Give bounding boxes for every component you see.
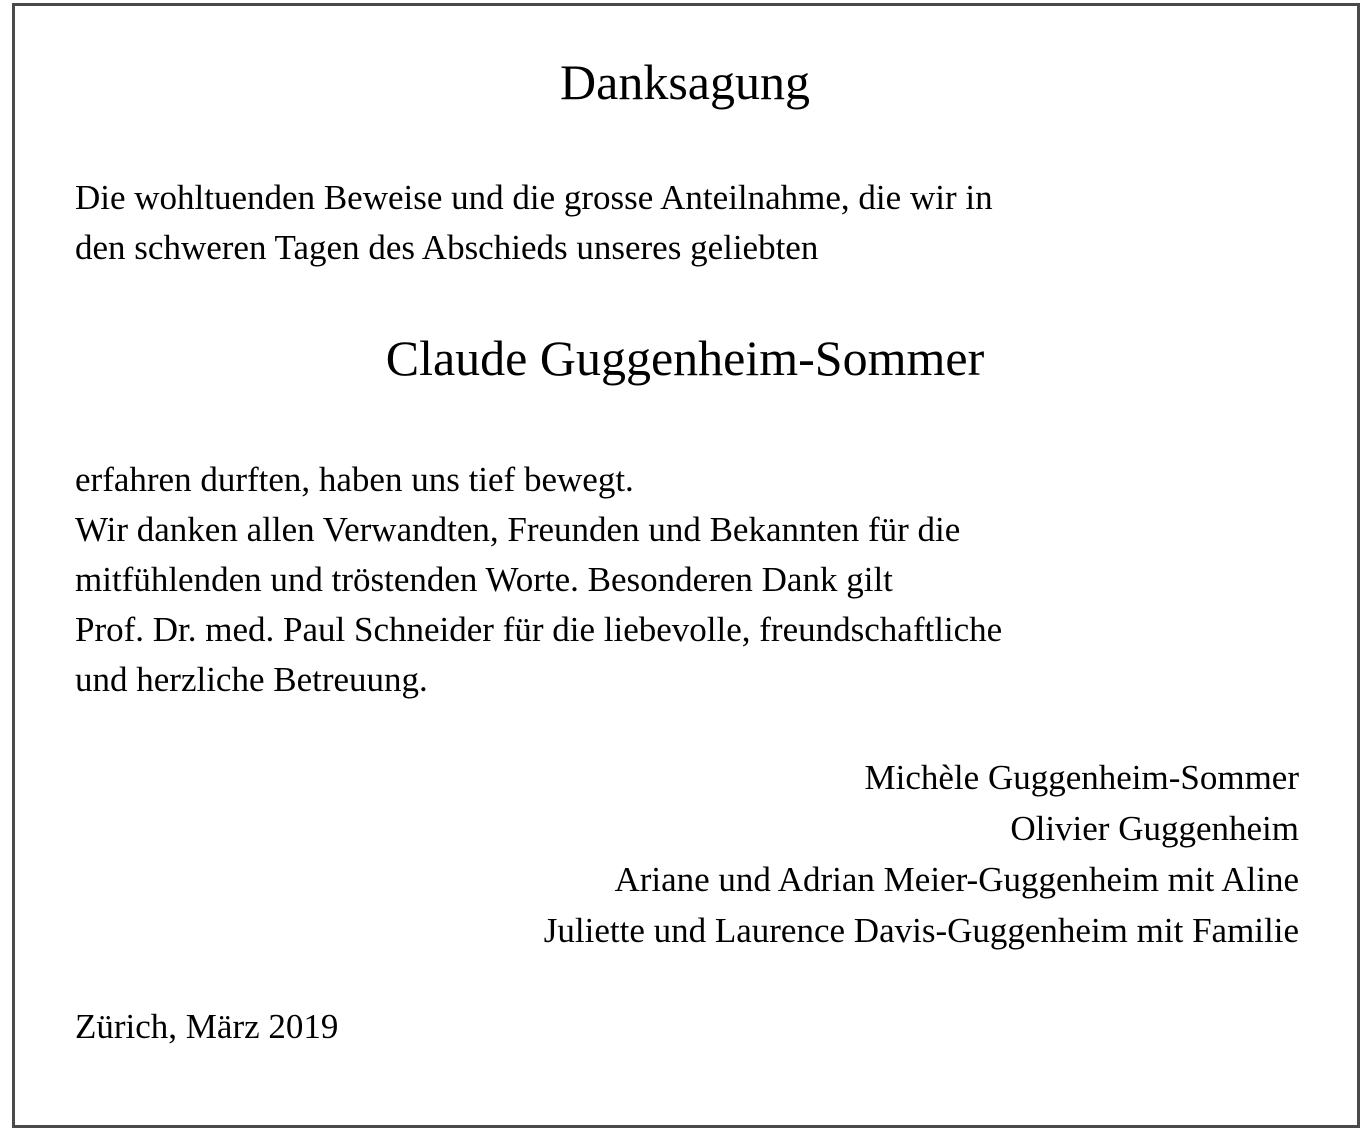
signature-line: Olivier Guggenheim xyxy=(1010,809,1299,848)
intro-paragraph xyxy=(75,173,993,273)
signature-line: Michèle Guggenheim-Sommer xyxy=(864,758,1299,797)
intro-line: Die wohltuenden Beweise und die grosse Anteilnahme, die wir in xyxy=(75,178,993,217)
signature-line: Juliette und Laurence Davis-Guggenheim mit Familie xyxy=(543,911,1299,950)
deceased-name: Claude Guggenheim-Sommer xyxy=(385,330,985,386)
place-date: Zürich, März 2019 xyxy=(75,1007,339,1046)
body-line: Wir danken allen Verwandten, Freunden und Bekannten für die xyxy=(75,510,961,549)
body-line: und herzliche Betreuung. xyxy=(75,660,428,699)
body-line: Prof. Dr. med. Paul Schneider für die liebevolle, freundschaftliche xyxy=(75,610,1003,649)
intro-line: den schweren Tagen des Abschieds unseres geliebten xyxy=(75,228,819,267)
signature-block xyxy=(544,752,1299,956)
body-line: erfahren durften, haben uns tief bewegt. xyxy=(75,460,634,499)
notice-title: Danksagung xyxy=(560,54,810,110)
body-paragraph xyxy=(75,455,1002,705)
body-line: mitfühlenden und tröstenden Worte. Besonderen Dank gilt xyxy=(75,560,893,599)
signature-line: Ariane und Adrian Meier-Guggenheim mit Aline xyxy=(614,860,1299,899)
